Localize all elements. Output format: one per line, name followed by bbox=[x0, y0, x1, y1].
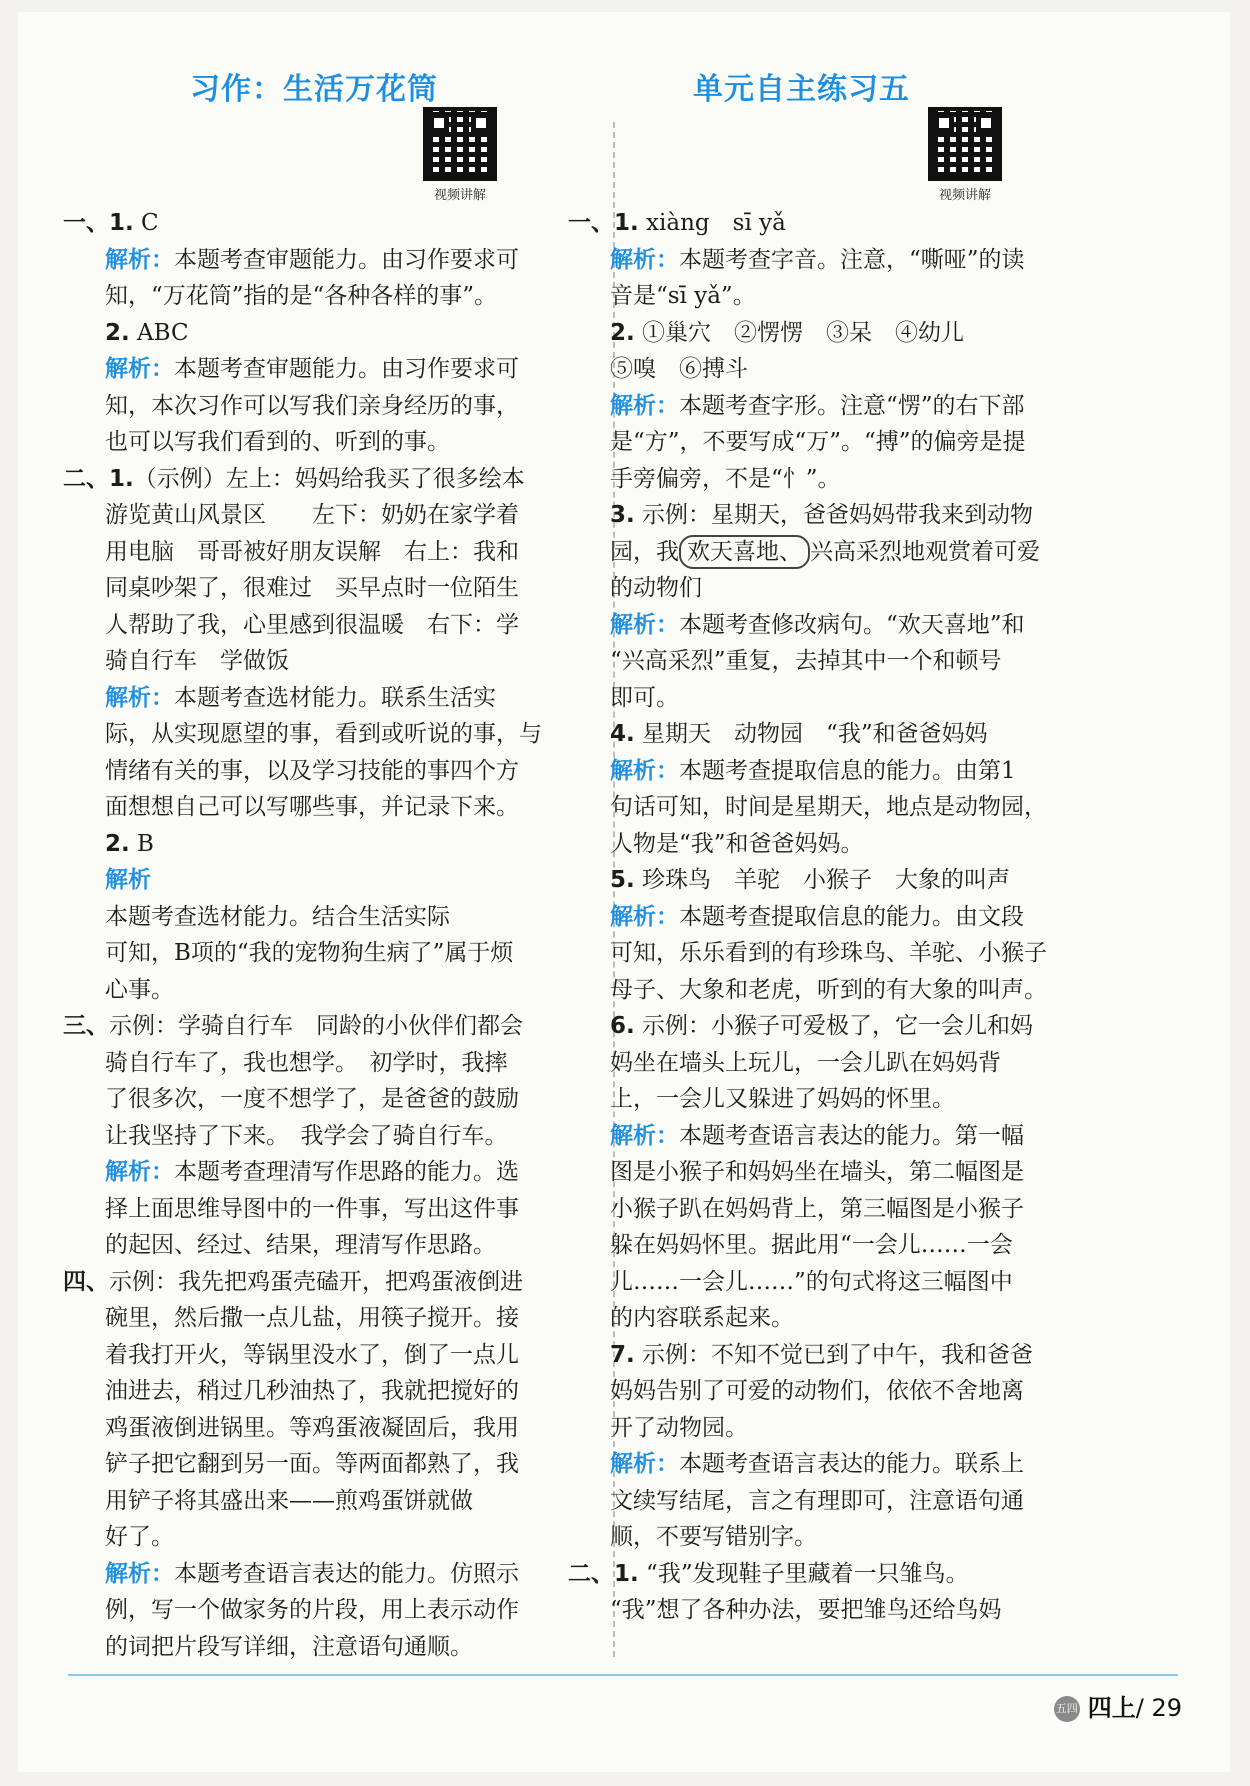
continuation-line bbox=[568, 1300, 1113, 1337]
continuation-line bbox=[63, 935, 573, 972]
continuation-line bbox=[63, 1118, 573, 1155]
continuation-line bbox=[568, 680, 1113, 717]
page-number: / 29 bbox=[1135, 1694, 1182, 1722]
section-line bbox=[63, 1008, 573, 1045]
analysis-text: 本题考查理清写作思路的能力。选 bbox=[174, 1159, 519, 1185]
analysis-text: 本题考查审题能力。由习作要求可 bbox=[174, 356, 519, 382]
continuation-line bbox=[568, 1519, 1113, 1556]
answer-text: 用电脑 哥哥被好朋友误解 右上：我和 bbox=[105, 538, 519, 565]
answer-text: 上，一会儿又躲进了妈妈的怀里。 bbox=[610, 1086, 955, 1112]
section-line bbox=[568, 205, 1113, 242]
answer-text: 骑自行车 学做饭 bbox=[105, 648, 289, 674]
answer-text: 人物是“我”和爸爸妈妈。 bbox=[610, 830, 864, 857]
answer-text: 让我坚持了下来。 我学会了骑自行车。 bbox=[105, 1122, 508, 1149]
qr-code-icon[interactable] bbox=[423, 107, 497, 181]
continuation-line bbox=[568, 1154, 1113, 1191]
analysis-line bbox=[568, 899, 1113, 936]
question-line bbox=[568, 716, 1113, 753]
footer-rule bbox=[68, 1674, 1178, 1676]
analysis-label: 解析： bbox=[105, 246, 174, 273]
answer-text: 开了动物园。 bbox=[610, 1414, 748, 1441]
grade-label: 四上 bbox=[1087, 1694, 1136, 1722]
answer-text: 同桌吵架了，很难过 买早点时一位陌生 bbox=[105, 575, 519, 601]
answer-text: 好了。 bbox=[105, 1524, 174, 1550]
continuation-line bbox=[568, 1410, 1113, 1447]
section-line bbox=[63, 205, 573, 242]
answer-text: 珍珠鸟 羊驼 小猴子 大象的叫声 bbox=[634, 867, 1011, 893]
continuation-line bbox=[568, 570, 1113, 607]
answer-text: 知，本次习作可以写我们亲身经历的事， bbox=[105, 392, 519, 419]
answer-text: 文续写结尾，言之有理即可，注意语句通 bbox=[610, 1487, 1024, 1514]
answer-text: 的词把片段写详细，注意语句通顺。 bbox=[105, 1633, 473, 1660]
continuation-line bbox=[63, 1410, 573, 1447]
answer-text: 本题考查选材能力。结合生活实际 bbox=[105, 903, 450, 930]
continuation-line bbox=[568, 1483, 1113, 1520]
analysis-text: 本题考查语言表达的能力。第一幅 bbox=[679, 1122, 1024, 1149]
answer-text: ABC bbox=[129, 319, 189, 346]
answer-text: 鸡蛋液倒进锅里。等鸡蛋液凝固后，我用 bbox=[105, 1414, 519, 1441]
answer-text: 示例：星期天，爸爸妈妈带我来到动物 bbox=[634, 502, 1034, 528]
answer-text: 知，“万花筒”指的是“各种各样的事”。 bbox=[105, 283, 498, 309]
answer-text: 小猴子趴在妈妈背上，第三幅图是小猴子 bbox=[610, 1195, 1024, 1222]
continuation-line bbox=[63, 716, 573, 753]
answer-text: 顺，不要写错别字。 bbox=[610, 1524, 817, 1550]
analysis-line bbox=[568, 753, 1113, 790]
answer-text: 园，我 bbox=[610, 538, 679, 565]
answer-text: 的起因、经过、结果，理清写作思路。 bbox=[105, 1232, 496, 1258]
continuation-line bbox=[63, 1300, 573, 1337]
answer-text: “兴高采烈”重复，去掉其中一个和顿号 bbox=[610, 648, 1002, 674]
continuation-line bbox=[568, 1045, 1113, 1082]
analysis-line bbox=[568, 388, 1113, 425]
answer-text: 躲在妈妈怀里。据此用“一会儿……一会 bbox=[610, 1232, 1013, 1258]
question-line bbox=[568, 1008, 1113, 1045]
analysis-line bbox=[568, 1446, 1113, 1483]
analysis-label: 解析： bbox=[610, 611, 679, 638]
section-number: 一、 bbox=[568, 210, 614, 236]
circled-deletion: 欢天喜地、 bbox=[679, 535, 810, 569]
continuation-line bbox=[63, 1483, 573, 1520]
continuation-line bbox=[63, 1592, 573, 1629]
continuation-line bbox=[63, 643, 573, 680]
analysis-line bbox=[63, 680, 573, 717]
analysis-label: 解析： bbox=[610, 1451, 679, 1477]
continuation-line bbox=[63, 497, 573, 534]
analysis-label: 解析： bbox=[610, 757, 679, 784]
answer-text: 可知，B项的“我的宠物狗生病了”属于烦 bbox=[105, 940, 514, 966]
section-number: 二、 bbox=[63, 465, 109, 492]
answer-text: 手旁偏旁，不是“忄”。 bbox=[610, 465, 841, 492]
answer-text: 了很多次，一度不想学了，是爸爸的鼓励 bbox=[105, 1086, 519, 1112]
answer-text: 择上面思维导图中的一件事，写出这件事 bbox=[105, 1195, 519, 1222]
qr-caption: 视频讲解 bbox=[433, 188, 486, 203]
analysis-line bbox=[568, 607, 1113, 644]
question-number: 2. bbox=[105, 319, 130, 346]
section-line bbox=[568, 1556, 1113, 1593]
continuation-line bbox=[568, 424, 1113, 461]
continuation-line bbox=[63, 570, 573, 607]
answer-text: 面想想自己可以写哪些事，并记录下来。 bbox=[105, 794, 519, 820]
continuation-line bbox=[63, 753, 573, 790]
answer-text: 是“方”，不要写成“万”。“搏”的偏旁是提 bbox=[610, 429, 1026, 455]
analysis-line bbox=[63, 862, 573, 899]
answer-text: 骑自行车了，我也想学。 初学时，我摔 bbox=[105, 1049, 508, 1076]
continuation-line bbox=[568, 789, 1113, 826]
continuation-line bbox=[568, 461, 1113, 498]
continuation-line bbox=[63, 1081, 573, 1118]
qr-caption: 视频讲解 bbox=[938, 188, 991, 203]
question-number: 1. bbox=[109, 210, 134, 236]
right-answers bbox=[568, 205, 1113, 1629]
answer-text: 也可以写我们看到的、听到的事。 bbox=[105, 429, 450, 455]
publisher-badge-icon: 五四 bbox=[1054, 1696, 1080, 1722]
answer-text: “我”想了各种办法，要把雏鸟还给鸟妈 bbox=[610, 1597, 1002, 1623]
analysis-line bbox=[63, 1556, 573, 1593]
answer-text: 油进去，稍过几秒油热了，我就把搅好的 bbox=[105, 1378, 519, 1404]
question-number: 1. bbox=[109, 465, 134, 492]
continuation-line bbox=[63, 607, 573, 644]
answer-text: 着我打开火，等锅里没水了，倒了一点儿 bbox=[105, 1341, 519, 1368]
correction-line bbox=[568, 534, 1113, 571]
continuation-line bbox=[568, 1227, 1113, 1264]
continuation-line bbox=[568, 643, 1113, 680]
answer-text: 碗里，然后撒一点儿盐，用筷子搅开。接 bbox=[105, 1305, 519, 1331]
section-line bbox=[63, 461, 573, 498]
question-number: 2. bbox=[105, 830, 130, 857]
question-line bbox=[568, 862, 1113, 899]
section-number: 四、 bbox=[63, 1268, 109, 1295]
answer-text: 例，写一个做家务的片段，用上表示动作 bbox=[105, 1597, 519, 1623]
analysis-text: 本题考查审题能力。由习作要求可 bbox=[174, 246, 519, 273]
analysis-line bbox=[63, 1154, 573, 1191]
continuation-line bbox=[63, 534, 573, 571]
answer-text: 示例：我先把鸡蛋壳磕开，把鸡蛋液倒进 bbox=[109, 1268, 523, 1295]
analysis-line bbox=[63, 351, 573, 388]
analysis-line bbox=[568, 1118, 1113, 1155]
analysis-text: 本题考查选材能力。联系生活实 bbox=[174, 684, 496, 711]
answer-text: 句话可知，时间是星期天，地点是动物园， bbox=[610, 794, 1047, 820]
answer-text: 音是“sī yǎ”。 bbox=[610, 283, 756, 309]
analysis-label: 解析： bbox=[610, 903, 679, 930]
answer-text: ①巢穴 ②愣愣 ③呆 ④幼儿 bbox=[634, 319, 965, 346]
question-number: 6. bbox=[610, 1013, 635, 1039]
section-number: 一、 bbox=[63, 210, 109, 236]
answer-text: 兴高采烈地观赏着可爱 bbox=[810, 538, 1040, 565]
continuation-line bbox=[63, 1227, 573, 1264]
continuation-line bbox=[568, 351, 1113, 388]
answer-text: 的动物们 bbox=[610, 575, 702, 601]
continuation-line bbox=[63, 388, 573, 425]
answer-text: 游览黄山风景区 左下：奶奶在家学着 bbox=[105, 502, 519, 528]
answer-text: 示例：不知不觉已到了中午，我和爸爸 bbox=[634, 1341, 1034, 1368]
answer-text: 星期天 动物园 “我”和爸爸妈妈 bbox=[634, 721, 988, 747]
answer-text: 用铲子将其盛出来——煎鸡蛋饼就做 bbox=[105, 1487, 473, 1514]
answer-text: 际，从实现愿望的事，看到或听说的事，与 bbox=[105, 721, 542, 747]
answer-text: 人帮助了我，心里感到很温暖 右下：学 bbox=[105, 611, 519, 638]
answer-text: C bbox=[133, 210, 159, 236]
answer-text: 妈妈告别了可爱的动物们，依依不舍地离 bbox=[610, 1378, 1024, 1404]
answer-text: 儿……一会儿……”的句式将这三幅图中 bbox=[610, 1268, 1013, 1295]
question-number: 1. bbox=[614, 210, 639, 236]
continuation-line bbox=[63, 1191, 573, 1228]
analysis-text: 本题考查字音。注意，“嘶哑”的读 bbox=[679, 246, 1025, 273]
question-number: 7. bbox=[610, 1341, 635, 1368]
question-number: 4. bbox=[610, 721, 635, 747]
analysis-label: 解析： bbox=[105, 684, 174, 711]
question-number: 2. bbox=[610, 319, 635, 346]
continuation-line bbox=[568, 1592, 1113, 1629]
right-title: 单元自主练习五 bbox=[693, 72, 910, 107]
analysis-line bbox=[63, 242, 573, 279]
analysis-text: 本题考查提取信息的能力。由文段 bbox=[679, 903, 1024, 930]
answer-text: “我”发现鞋子里藏着一只雏鸟。 bbox=[638, 1560, 969, 1587]
section-number: 二、 bbox=[568, 1560, 614, 1587]
question-line bbox=[568, 315, 1113, 352]
answer-text: 母子、大象和老虎，听到的有大象的叫声。 bbox=[610, 976, 1047, 1003]
section-line bbox=[63, 1264, 573, 1301]
analysis-label: 解析： bbox=[610, 1122, 679, 1149]
continuation-line bbox=[568, 935, 1113, 972]
answer-text: 示例：学骑自行车 同龄的小伙伴们都会 bbox=[109, 1013, 523, 1039]
continuation-line bbox=[568, 1191, 1113, 1228]
analysis-label: 解析： bbox=[105, 1159, 174, 1185]
question-line bbox=[568, 1337, 1113, 1374]
continuation-line bbox=[63, 899, 573, 936]
qr-code-icon[interactable] bbox=[928, 107, 1002, 181]
left-title: 习作：生活万花筒 bbox=[190, 72, 438, 107]
answer-text: 的内容联系起来。 bbox=[610, 1305, 794, 1331]
answer-text: 情绪有关的事，以及学习技能的事四个方 bbox=[105, 757, 519, 784]
answer-text: 铲子把它翻到另一面。等两面都熟了，我 bbox=[105, 1451, 519, 1477]
continuation-line bbox=[568, 278, 1113, 315]
continuation-line bbox=[63, 1519, 573, 1556]
answer-text: （示例）左上：妈妈给我买了很多绘本 bbox=[133, 465, 525, 492]
question-line bbox=[568, 497, 1113, 534]
question-number: 5. bbox=[610, 867, 635, 893]
page-footer bbox=[1054, 1688, 1182, 1723]
analysis-label: 解析： bbox=[610, 392, 679, 419]
analysis-text: 本题考查语言表达的能力。联系上 bbox=[679, 1451, 1024, 1477]
answer-text: ⑤嗅 ⑥搏斗 bbox=[610, 356, 748, 382]
continuation-line bbox=[63, 278, 573, 315]
answer-text: 心事。 bbox=[105, 976, 174, 1003]
answer-text: B bbox=[129, 830, 154, 857]
analysis-text: 本题考查提取信息的能力。由第1 bbox=[679, 757, 1016, 784]
answer-text: 可知，乐乐看到的有珍珠鸟、羊驼、小猴子 bbox=[610, 940, 1047, 966]
answer-text: xiàng sī yǎ bbox=[638, 210, 786, 236]
continuation-line bbox=[568, 1264, 1113, 1301]
question-line bbox=[63, 315, 573, 352]
continuation-line bbox=[63, 1337, 573, 1374]
analysis-line bbox=[568, 242, 1113, 279]
continuation-line bbox=[568, 1373, 1113, 1410]
continuation-line bbox=[63, 789, 573, 826]
answer-text: 示例：小猴子可爱极了，它一会儿和妈 bbox=[634, 1013, 1034, 1039]
continuation-line bbox=[568, 826, 1113, 863]
answer-text: 妈坐在墙头上玩儿，一会儿趴在妈妈背 bbox=[610, 1049, 1001, 1076]
analysis-label: 解析： bbox=[610, 246, 679, 273]
page bbox=[18, 12, 1230, 1772]
question-number: 1. bbox=[614, 1560, 639, 1587]
continuation-line bbox=[63, 1629, 573, 1666]
question-line bbox=[63, 826, 573, 863]
continuation-line bbox=[63, 1045, 573, 1082]
answer-text: 图是小猴子和妈妈坐在墙头，第二幅图是 bbox=[610, 1159, 1024, 1185]
continuation-line bbox=[63, 1373, 573, 1410]
analysis-label: 解析 bbox=[105, 867, 151, 893]
analysis-label: 解析： bbox=[105, 1560, 174, 1587]
continuation-line bbox=[568, 1081, 1113, 1118]
analysis-text: 本题考查修改病句。“欢天喜地”和 bbox=[679, 611, 1025, 638]
continuation-line bbox=[63, 1446, 573, 1483]
left-answers bbox=[63, 205, 573, 1665]
continuation-line bbox=[63, 972, 573, 1009]
analysis-text: 本题考查字形。注意“愣”的右下部 bbox=[679, 392, 1025, 419]
analysis-text: 本题考查语言表达的能力。仿照示 bbox=[174, 1560, 519, 1587]
continuation-line bbox=[568, 972, 1113, 1009]
question-number: 3. bbox=[610, 502, 635, 528]
answer-text: 即可。 bbox=[610, 684, 679, 711]
section-number: 三、 bbox=[63, 1013, 109, 1039]
continuation-line bbox=[63, 424, 573, 461]
analysis-label: 解析： bbox=[105, 356, 174, 382]
